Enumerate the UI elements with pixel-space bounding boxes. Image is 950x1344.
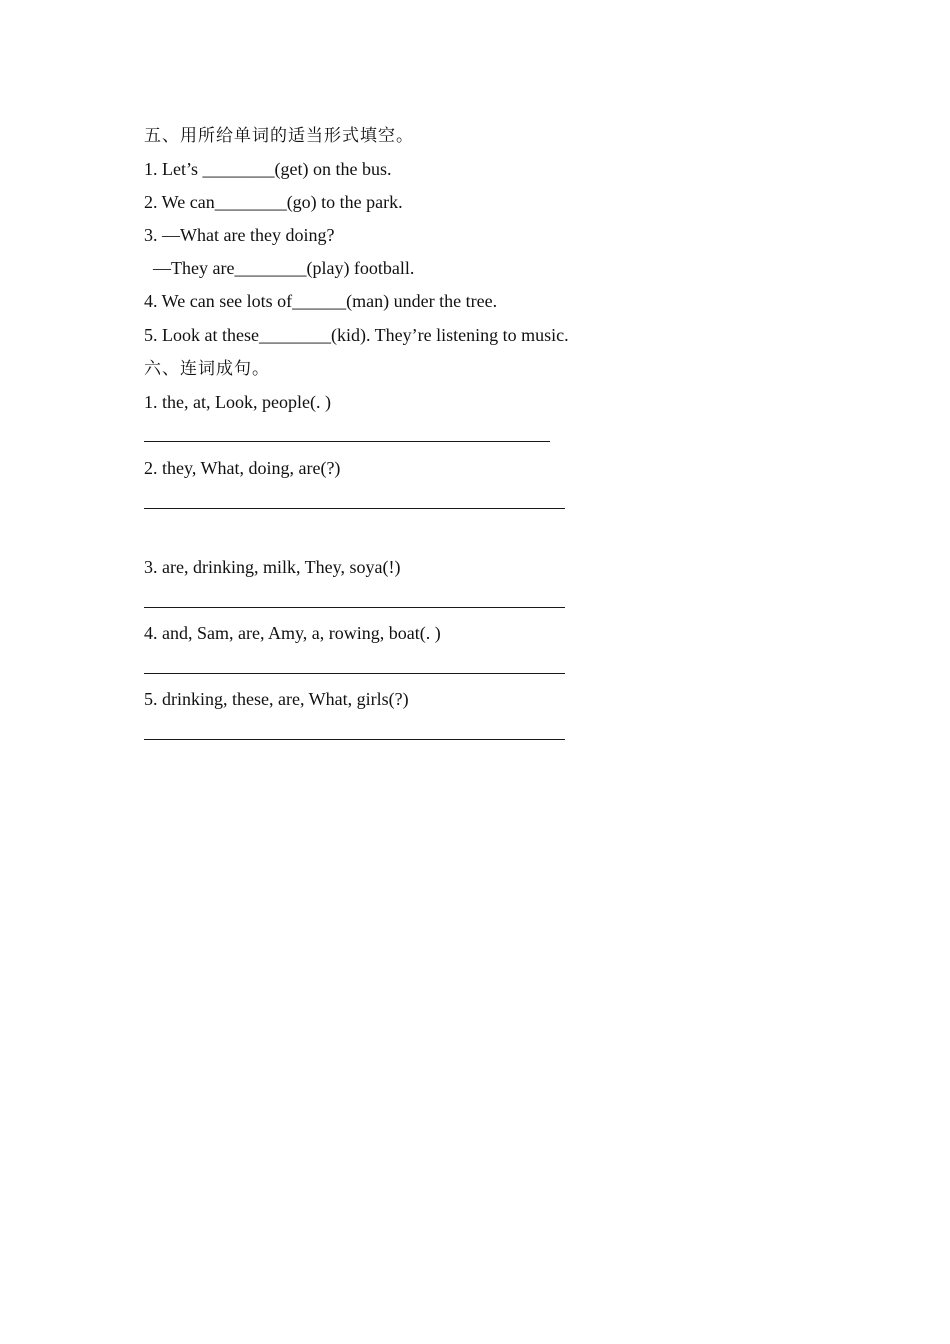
section6-question-5: 5. drinking, these, are, What, girls(?) bbox=[144, 689, 409, 709]
section6-question-3: 3. are, drinking, milk, They, soya(!) bbox=[144, 557, 401, 577]
answer-line-3 bbox=[144, 607, 565, 608]
section5-question-2: 2. We can________(go) to the park. bbox=[144, 192, 403, 212]
section5-question-3: 3. —What are they doing? bbox=[144, 225, 335, 245]
section6-question-2: 2. they, What, doing, are(?) bbox=[144, 458, 341, 478]
section6-question-1: 1. the, at, Look, people(. ) bbox=[144, 392, 331, 412]
section6-question-4: 4. and, Sam, are, Amy, a, rowing, boat(. ) bbox=[144, 623, 441, 643]
answer-line-4 bbox=[144, 673, 565, 674]
section6-heading: 六、连词成句。 bbox=[144, 359, 270, 379]
section5-question-1: 1. Let’s ________(get) on the bus. bbox=[144, 159, 392, 179]
section5-heading: 五、用所给单词的适当形式填空。 bbox=[144, 126, 414, 146]
answer-line-2 bbox=[144, 508, 565, 509]
answer-line-5 bbox=[144, 739, 565, 740]
section5-question-4: 4. We can see lots of______(man) under the tree. bbox=[144, 291, 498, 311]
answer-line-1 bbox=[144, 441, 550, 442]
section5-question-3-answer: —They are________(play) football. bbox=[144, 258, 415, 278]
section5-question-5: 5. Look at these________(kid). They’re listening to music. bbox=[144, 325, 569, 345]
